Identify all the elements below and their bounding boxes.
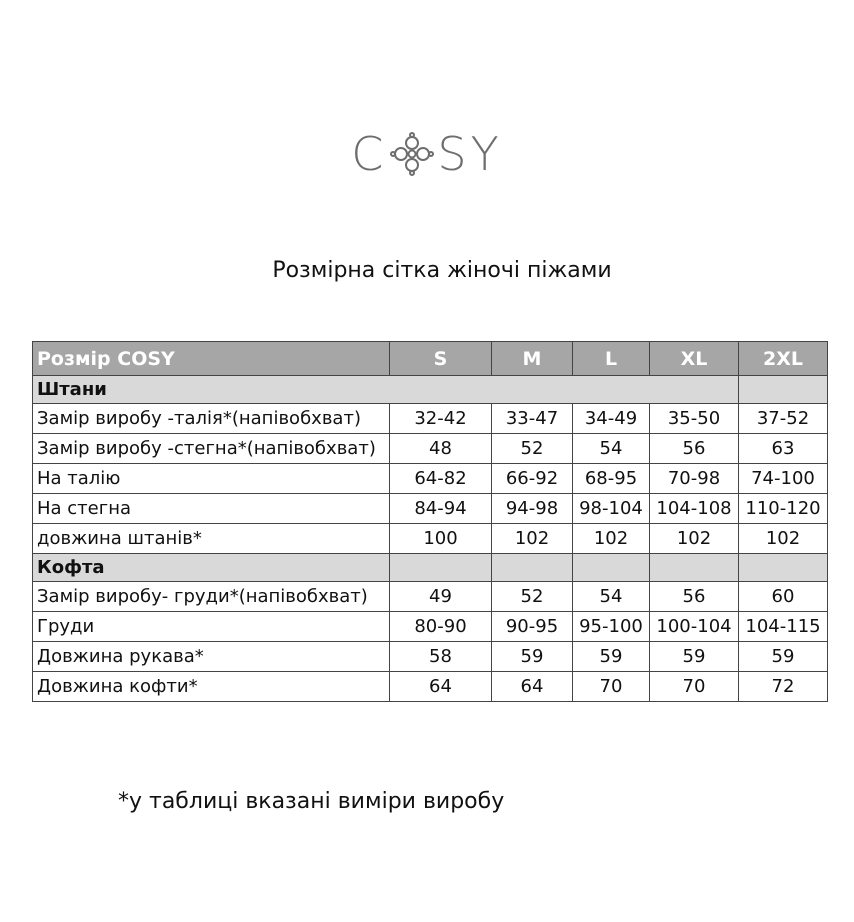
table-row <box>33 464 828 494</box>
table-cell: 102 <box>573 524 650 554</box>
row-label: Замір виробу- груди*(напівобхват) <box>33 582 390 612</box>
table-cell: 70-98 <box>650 464 739 494</box>
header-size-m: M <box>492 342 573 376</box>
table-cell: 100 <box>390 524 492 554</box>
header-size-s: S <box>390 342 492 376</box>
logo-letters-sy: SY <box>437 127 503 181</box>
table-row <box>33 582 828 612</box>
table-cell: 56 <box>650 434 739 464</box>
header-size-label: Розмір COSY <box>33 342 390 376</box>
table-cell: 35-50 <box>650 404 739 434</box>
table-cell: 70 <box>650 672 739 702</box>
row-label: довжина штанів* <box>33 524 390 554</box>
header-size-2xl: 2XL <box>739 342 828 376</box>
row-label: Замір виробу -стегна*(напівобхват) <box>33 434 390 464</box>
table-cell: 58 <box>390 642 492 672</box>
table-cell: 104-115 <box>739 612 828 642</box>
table-cell: 68-95 <box>573 464 650 494</box>
table-cell: 98-104 <box>573 494 650 524</box>
table-row <box>33 642 828 672</box>
footnote: *у таблиці вказані виміри виробу <box>118 789 505 814</box>
table-cell: 102 <box>739 524 828 554</box>
table-cell: 84-94 <box>390 494 492 524</box>
table-cell: 32-42 <box>390 404 492 434</box>
table-cell: 48 <box>390 434 492 464</box>
table-cell: 110-120 <box>739 494 828 524</box>
section-empty-cell <box>390 554 492 582</box>
section-empty-cell <box>739 376 828 404</box>
table-cell: 72 <box>739 672 828 702</box>
table-cell: 60 <box>739 582 828 612</box>
table-cell: 74-100 <box>739 464 828 494</box>
table-cell: 66-92 <box>492 464 573 494</box>
section-title: Штани <box>33 376 739 404</box>
table-row <box>33 434 828 464</box>
table-cell: 59 <box>573 642 650 672</box>
size-chart-table <box>32 341 828 702</box>
table-cell: 59 <box>492 642 573 672</box>
row-label: Довжина рукава* <box>33 642 390 672</box>
table-cell: 34-49 <box>573 404 650 434</box>
section-empty-cell <box>650 554 739 582</box>
table-cell: 102 <box>492 524 573 554</box>
table-cell: 49 <box>390 582 492 612</box>
section-empty-cell <box>739 554 828 582</box>
page-title: Розмірна сітка жіночі піжами <box>272 258 612 283</box>
row-label: На талію <box>33 464 390 494</box>
table-cell: 56 <box>650 582 739 612</box>
section-row-pants <box>33 376 828 404</box>
table-cell: 59 <box>739 642 828 672</box>
table-row <box>33 524 828 554</box>
table-cell: 70 <box>573 672 650 702</box>
brand-logo <box>0 124 854 184</box>
table-cell: 64 <box>492 672 573 702</box>
table-cell: 52 <box>492 434 573 464</box>
row-label: Довжина кофти* <box>33 672 390 702</box>
flower-logo-icon <box>389 131 435 177</box>
table-cell: 102 <box>650 524 739 554</box>
section-row-top <box>33 554 828 582</box>
table-cell: 100-104 <box>650 612 739 642</box>
section-empty-cell <box>492 554 573 582</box>
table-row <box>33 404 828 434</box>
table-row <box>33 672 828 702</box>
table-cell: 54 <box>573 582 650 612</box>
table-cell: 37-52 <box>739 404 828 434</box>
table-cell: 59 <box>650 642 739 672</box>
table-cell: 33-47 <box>492 404 573 434</box>
table-row <box>33 494 828 524</box>
row-label: Груди <box>33 612 390 642</box>
section-title: Кофта <box>33 554 390 582</box>
row-label: Замір виробу -талія*(напівобхват) <box>33 404 390 434</box>
table-cell: 94-98 <box>492 494 573 524</box>
table-cell: 64-82 <box>390 464 492 494</box>
table-header-row <box>33 342 828 376</box>
table-cell: 52 <box>492 582 573 612</box>
table-cell: 104-108 <box>650 494 739 524</box>
table-cell: 63 <box>739 434 828 464</box>
logo-letter-c: C <box>351 127 388 181</box>
brand-logo-wordmark <box>351 127 503 181</box>
table-cell: 64 <box>390 672 492 702</box>
table-cell: 95-100 <box>573 612 650 642</box>
table-cell: 90-95 <box>492 612 573 642</box>
section-empty-cell <box>573 554 650 582</box>
header-size-l: L <box>573 342 650 376</box>
table-row <box>33 612 828 642</box>
table-cell: 54 <box>573 434 650 464</box>
table-cell: 80-90 <box>390 612 492 642</box>
row-label: На стегна <box>33 494 390 524</box>
header-size-xl: XL <box>650 342 739 376</box>
